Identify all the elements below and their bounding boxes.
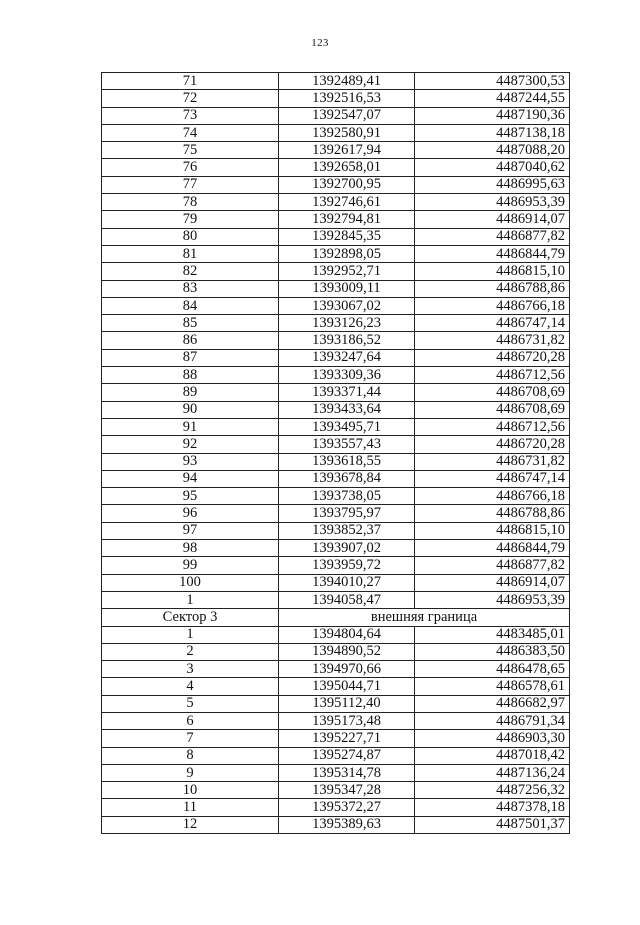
table-row <box>102 574 570 591</box>
point-number-cell: 95 <box>102 488 279 505</box>
y-coordinate-cell: 4486731,82 <box>415 453 570 470</box>
y-coordinate-cell: 4486953,39 <box>415 194 570 211</box>
y-coordinate-cell: 4487088,20 <box>415 142 570 159</box>
y-coordinate-cell: 4487190,36 <box>415 107 570 124</box>
point-number-cell: 79 <box>102 211 279 228</box>
y-coordinate-cell: 4486712,56 <box>415 367 570 384</box>
y-coordinate-cell: 4486815,10 <box>415 263 570 280</box>
sector-header-row <box>102 609 570 626</box>
table-row <box>102 211 570 228</box>
table-row <box>102 401 570 418</box>
x-coordinate-cell: 1393126,23 <box>279 315 415 332</box>
x-coordinate-cell: 1395274,87 <box>279 747 415 764</box>
point-number-cell: 94 <box>102 470 279 487</box>
table-row <box>102 747 570 764</box>
x-coordinate-cell: 1392746,61 <box>279 194 415 211</box>
x-coordinate-cell: 1393959,72 <box>279 557 415 574</box>
x-coordinate-cell: 1392516,53 <box>279 90 415 107</box>
y-coordinate-cell: 4486682,97 <box>415 695 570 712</box>
y-coordinate-cell: 4486747,14 <box>415 470 570 487</box>
point-number-cell: 10 <box>102 782 279 799</box>
x-coordinate-cell: 1395347,28 <box>279 782 415 799</box>
table-row <box>102 194 570 211</box>
table-row <box>102 228 570 245</box>
table-row <box>102 245 570 262</box>
point-number-cell: 96 <box>102 505 279 522</box>
point-number-cell: 3 <box>102 661 279 678</box>
y-coordinate-cell: 4486383,50 <box>415 643 570 660</box>
point-number-cell: 71 <box>102 73 279 90</box>
x-coordinate-cell: 1393618,55 <box>279 453 415 470</box>
point-number-cell: 83 <box>102 280 279 297</box>
point-number-cell: 7 <box>102 730 279 747</box>
x-coordinate-cell: 1394804,64 <box>279 626 415 643</box>
point-number-cell: 8 <box>102 747 279 764</box>
x-coordinate-cell: 1395173,48 <box>279 712 415 729</box>
x-coordinate-cell: 1392547,07 <box>279 107 415 124</box>
table-row <box>102 315 570 332</box>
table-row <box>102 626 570 643</box>
point-number-cell: 85 <box>102 315 279 332</box>
x-coordinate-cell: 1392700,95 <box>279 176 415 193</box>
point-number-cell: 72 <box>102 90 279 107</box>
point-number-cell: 100 <box>102 574 279 591</box>
table-row <box>102 90 570 107</box>
table-row <box>102 142 570 159</box>
y-coordinate-cell: 4487138,18 <box>415 124 570 141</box>
point-number-cell: 92 <box>102 436 279 453</box>
table-row <box>102 505 570 522</box>
point-number-cell: 86 <box>102 332 279 349</box>
x-coordinate-cell: 1392617,94 <box>279 142 415 159</box>
table-row <box>102 176 570 193</box>
x-coordinate-cell: 1393309,36 <box>279 367 415 384</box>
coordinates-table <box>101 72 570 834</box>
table-row <box>102 280 570 297</box>
table-row <box>102 453 570 470</box>
point-number-cell: 73 <box>102 107 279 124</box>
x-coordinate-cell: 1392845,35 <box>279 228 415 245</box>
y-coordinate-cell: 4486788,86 <box>415 505 570 522</box>
table-row <box>102 540 570 557</box>
x-coordinate-cell: 1393371,44 <box>279 384 415 401</box>
point-number-cell: 81 <box>102 245 279 262</box>
point-number-cell: 6 <box>102 712 279 729</box>
x-coordinate-cell: 1394970,66 <box>279 661 415 678</box>
x-coordinate-cell: 1393009,11 <box>279 280 415 297</box>
table-row <box>102 470 570 487</box>
table-row <box>102 349 570 366</box>
x-coordinate-cell: 1393557,43 <box>279 436 415 453</box>
point-number-cell: 1 <box>102 591 279 608</box>
x-coordinate-cell: 1393495,71 <box>279 418 415 435</box>
point-number-cell: 98 <box>102 540 279 557</box>
y-coordinate-cell: 4487501,37 <box>415 816 570 833</box>
x-coordinate-cell: 1392580,91 <box>279 124 415 141</box>
table-row <box>102 695 570 712</box>
y-coordinate-cell: 4486877,82 <box>415 228 570 245</box>
y-coordinate-cell: 4486478,65 <box>415 661 570 678</box>
y-coordinate-cell: 4486578,61 <box>415 678 570 695</box>
point-number-cell: 80 <box>102 228 279 245</box>
x-coordinate-cell: 1393907,02 <box>279 540 415 557</box>
point-number-cell: 4 <box>102 678 279 695</box>
table-row <box>102 332 570 349</box>
point-number-cell: 99 <box>102 557 279 574</box>
point-number-cell: 87 <box>102 349 279 366</box>
table-row <box>102 436 570 453</box>
x-coordinate-cell: 1393738,05 <box>279 488 415 505</box>
y-coordinate-cell: 4487256,32 <box>415 782 570 799</box>
y-coordinate-cell: 4487136,24 <box>415 764 570 781</box>
x-coordinate-cell: 1395112,40 <box>279 695 415 712</box>
table-row <box>102 297 570 314</box>
point-number-cell: 89 <box>102 384 279 401</box>
x-coordinate-cell: 1392658,01 <box>279 159 415 176</box>
x-coordinate-cell: 1395389,63 <box>279 816 415 833</box>
x-coordinate-cell: 1394890,52 <box>279 643 415 660</box>
y-coordinate-cell: 4487244,55 <box>415 90 570 107</box>
table-row <box>102 782 570 799</box>
y-coordinate-cell: 4486766,18 <box>415 297 570 314</box>
point-number-cell: 82 <box>102 263 279 280</box>
point-number-cell: 97 <box>102 522 279 539</box>
x-coordinate-cell: 1392898,05 <box>279 245 415 262</box>
y-coordinate-cell: 4486791,34 <box>415 712 570 729</box>
x-coordinate-cell: 1395314,78 <box>279 764 415 781</box>
table-row <box>102 384 570 401</box>
point-number-cell: 91 <box>102 418 279 435</box>
page-number: 123 <box>311 37 329 49</box>
x-coordinate-cell: 1395227,71 <box>279 730 415 747</box>
x-coordinate-cell: 1393678,84 <box>279 470 415 487</box>
sector-label: Сектор 3 <box>102 609 279 626</box>
point-number-cell: 11 <box>102 799 279 816</box>
table-row <box>102 73 570 90</box>
point-number-cell: 75 <box>102 142 279 159</box>
y-coordinate-cell: 4486844,79 <box>415 245 570 262</box>
x-coordinate-cell: 1394058,47 <box>279 591 415 608</box>
y-coordinate-cell: 4486720,28 <box>415 436 570 453</box>
x-coordinate-cell: 1393852,37 <box>279 522 415 539</box>
table-row <box>102 488 570 505</box>
table-row <box>102 661 570 678</box>
y-coordinate-cell: 4487018,42 <box>415 747 570 764</box>
y-coordinate-cell: 4486747,14 <box>415 315 570 332</box>
coordinates-table-body <box>102 73 570 834</box>
point-number-cell: 1 <box>102 626 279 643</box>
x-coordinate-cell: 1395044,71 <box>279 678 415 695</box>
table-row <box>102 712 570 729</box>
sector-description: внешняя граница <box>279 609 570 626</box>
y-coordinate-cell: 4486953,39 <box>415 591 570 608</box>
x-coordinate-cell: 1393067,02 <box>279 297 415 314</box>
y-coordinate-cell: 4486914,07 <box>415 211 570 228</box>
table-row <box>102 591 570 608</box>
y-coordinate-cell: 4486708,69 <box>415 384 570 401</box>
y-coordinate-cell: 4486708,69 <box>415 401 570 418</box>
x-coordinate-cell: 1392489,41 <box>279 73 415 90</box>
x-coordinate-cell: 1393247,64 <box>279 349 415 366</box>
point-number-cell: 5 <box>102 695 279 712</box>
point-number-cell: 90 <box>102 401 279 418</box>
y-coordinate-cell: 4486766,18 <box>415 488 570 505</box>
x-coordinate-cell: 1393433,64 <box>279 401 415 418</box>
table-row <box>102 522 570 539</box>
point-number-cell: 12 <box>102 816 279 833</box>
point-number-cell: 88 <box>102 367 279 384</box>
x-coordinate-cell: 1392794,81 <box>279 211 415 228</box>
y-coordinate-cell: 4486731,82 <box>415 332 570 349</box>
y-coordinate-cell: 4486788,86 <box>415 280 570 297</box>
point-number-cell: 78 <box>102 194 279 211</box>
table-row <box>102 678 570 695</box>
table-row <box>102 418 570 435</box>
y-coordinate-cell: 4487378,18 <box>415 799 570 816</box>
y-coordinate-cell: 4486815,10 <box>415 522 570 539</box>
table-row <box>102 799 570 816</box>
table-row <box>102 124 570 141</box>
y-coordinate-cell: 4487040,62 <box>415 159 570 176</box>
y-coordinate-cell: 4486914,07 <box>415 574 570 591</box>
y-coordinate-cell: 4483485,01 <box>415 626 570 643</box>
y-coordinate-cell: 4486903,30 <box>415 730 570 747</box>
y-coordinate-cell: 4486877,82 <box>415 557 570 574</box>
point-number-cell: 93 <box>102 453 279 470</box>
table-row <box>102 557 570 574</box>
y-coordinate-cell: 4486720,28 <box>415 349 570 366</box>
table-row <box>102 107 570 124</box>
y-coordinate-cell: 4486712,56 <box>415 418 570 435</box>
table-row <box>102 764 570 781</box>
x-coordinate-cell: 1395372,27 <box>279 799 415 816</box>
table-row <box>102 730 570 747</box>
table-row <box>102 367 570 384</box>
point-number-cell: 9 <box>102 764 279 781</box>
table-row <box>102 816 570 833</box>
y-coordinate-cell: 4487300,53 <box>415 73 570 90</box>
point-number-cell: 76 <box>102 159 279 176</box>
table-row <box>102 643 570 660</box>
table-row <box>102 159 570 176</box>
point-number-cell: 84 <box>102 297 279 314</box>
point-number-cell: 74 <box>102 124 279 141</box>
point-number-cell: 77 <box>102 176 279 193</box>
y-coordinate-cell: 4486995,63 <box>415 176 570 193</box>
x-coordinate-cell: 1394010,27 <box>279 574 415 591</box>
x-coordinate-cell: 1392952,71 <box>279 263 415 280</box>
point-number-cell: 2 <box>102 643 279 660</box>
x-coordinate-cell: 1393186,52 <box>279 332 415 349</box>
table-row <box>102 263 570 280</box>
y-coordinate-cell: 4486844,79 <box>415 540 570 557</box>
x-coordinate-cell: 1393795,97 <box>279 505 415 522</box>
